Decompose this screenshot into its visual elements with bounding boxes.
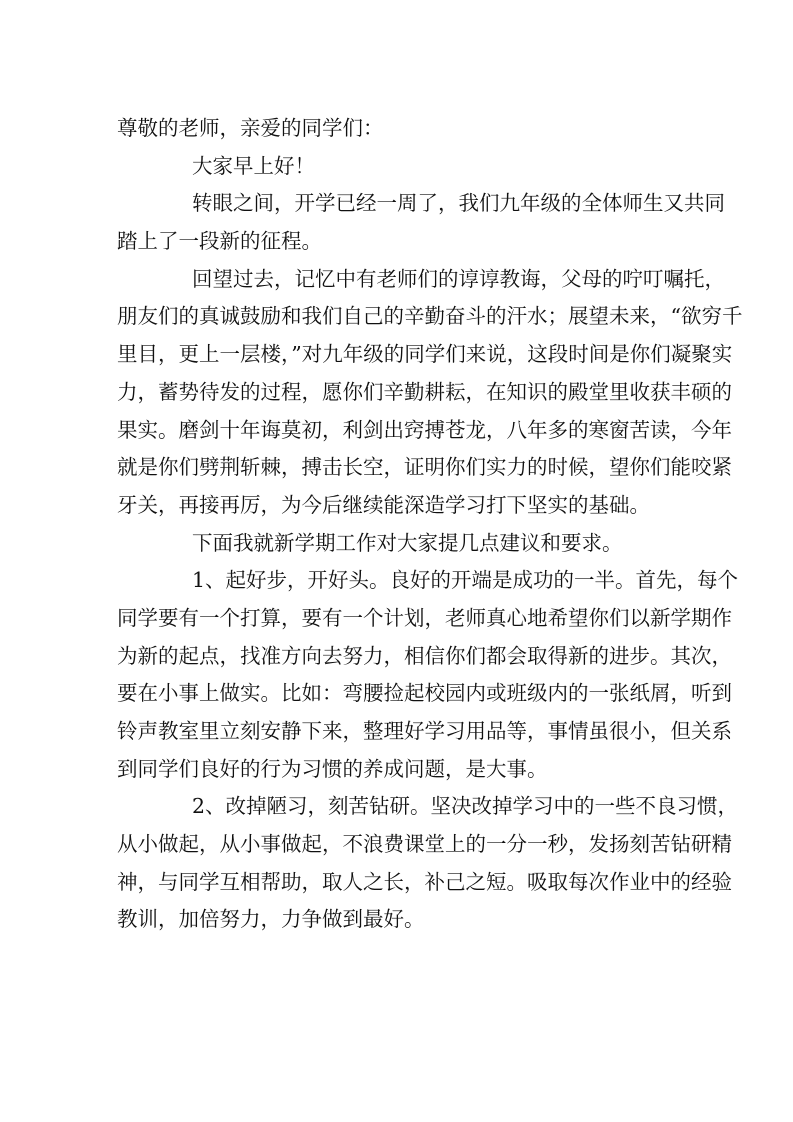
text-line: 为新的起点，找准方向去努力，相信你们都会取得新的进步。其次， [117,643,732,668]
paragraph [117,788,739,939]
paragraph [117,110,688,148]
text-line: 神，与同学互相帮助，取人之长，补己之短。吸取每次作业中的经验 [117,869,732,894]
text-line: 铃声教室里立刻安静下来，整理好学习用品等，事情虽很小，但关系 [117,719,732,743]
text-line: 1、起好步，开好头。良好的开端是成功的一半。首先，每个 [192,568,739,593]
text-line: 到同学们良好的行为习惯的养成问题，是大事。 [117,756,548,781]
paragraph [117,185,725,260]
paragraph [117,525,688,563]
text-line: 转眼之间，开学已经一周了，我们九年级的全体师生又共同 [192,191,725,216]
text-line: 下面我就新学期工作对大家提几点建议和要求。 [192,530,623,555]
text-line: 果实。磨剑十年诲莫初，利剑出窍搏苍龙，八年多的寒窗苦读，今年 [117,417,732,442]
paragraph [117,261,743,525]
text-line: 力，蓄势待发的过程，愿你们辛勤耕耘，在知识的殿堂里收获丰硕的 [117,379,732,404]
paragraph [117,562,739,788]
text-line: 从小做起，从小事做起，不浪费课堂上的一分一秒，发扬刻苦钻研精 [117,832,732,857]
text-line: 大家早上好！ [192,153,315,178]
paragraph [117,148,688,186]
text-line: 就是你们劈荆斩棘，搏击长空，证明你们实力的时候，望你们能咬紧 [117,455,732,480]
text-line: 同学要有一个打算，要有一个计划，老师真心地希望你们以新学期作 [117,605,732,630]
text-line: 朋友们的真诚鼓励和我们自己的辛勤奋斗的汗水；展望未来，“欲穷千 [117,304,743,329]
text-line: 踏上了一段新的征程。 [117,229,322,254]
document-body [117,110,743,939]
text-line: 教训，加倍努力，力争做到最好。 [117,907,425,932]
text-line: 尊敬的老师，亲爱的同学们： [117,116,384,140]
text-line: 牙关，再接再厉，为今后继续能深造学习打下坚实的基础。 [117,492,650,517]
text-line: 回望过去，记忆中有老师们的谆谆教诲，父母的咛叮嘱托， [192,266,725,291]
text-line: 里目，更上一层楼，”对九年级的同学们来说，这段时间是你们凝聚实 [117,342,733,367]
text-line: 2、改掉陋习，刻苦钻研。坚决改掉学习中的一些不良习惯， [192,794,739,819]
text-line: 要在小事上做实。比如：弯腰捡起校园内或班级内的一张纸屑，听到 [117,681,732,706]
